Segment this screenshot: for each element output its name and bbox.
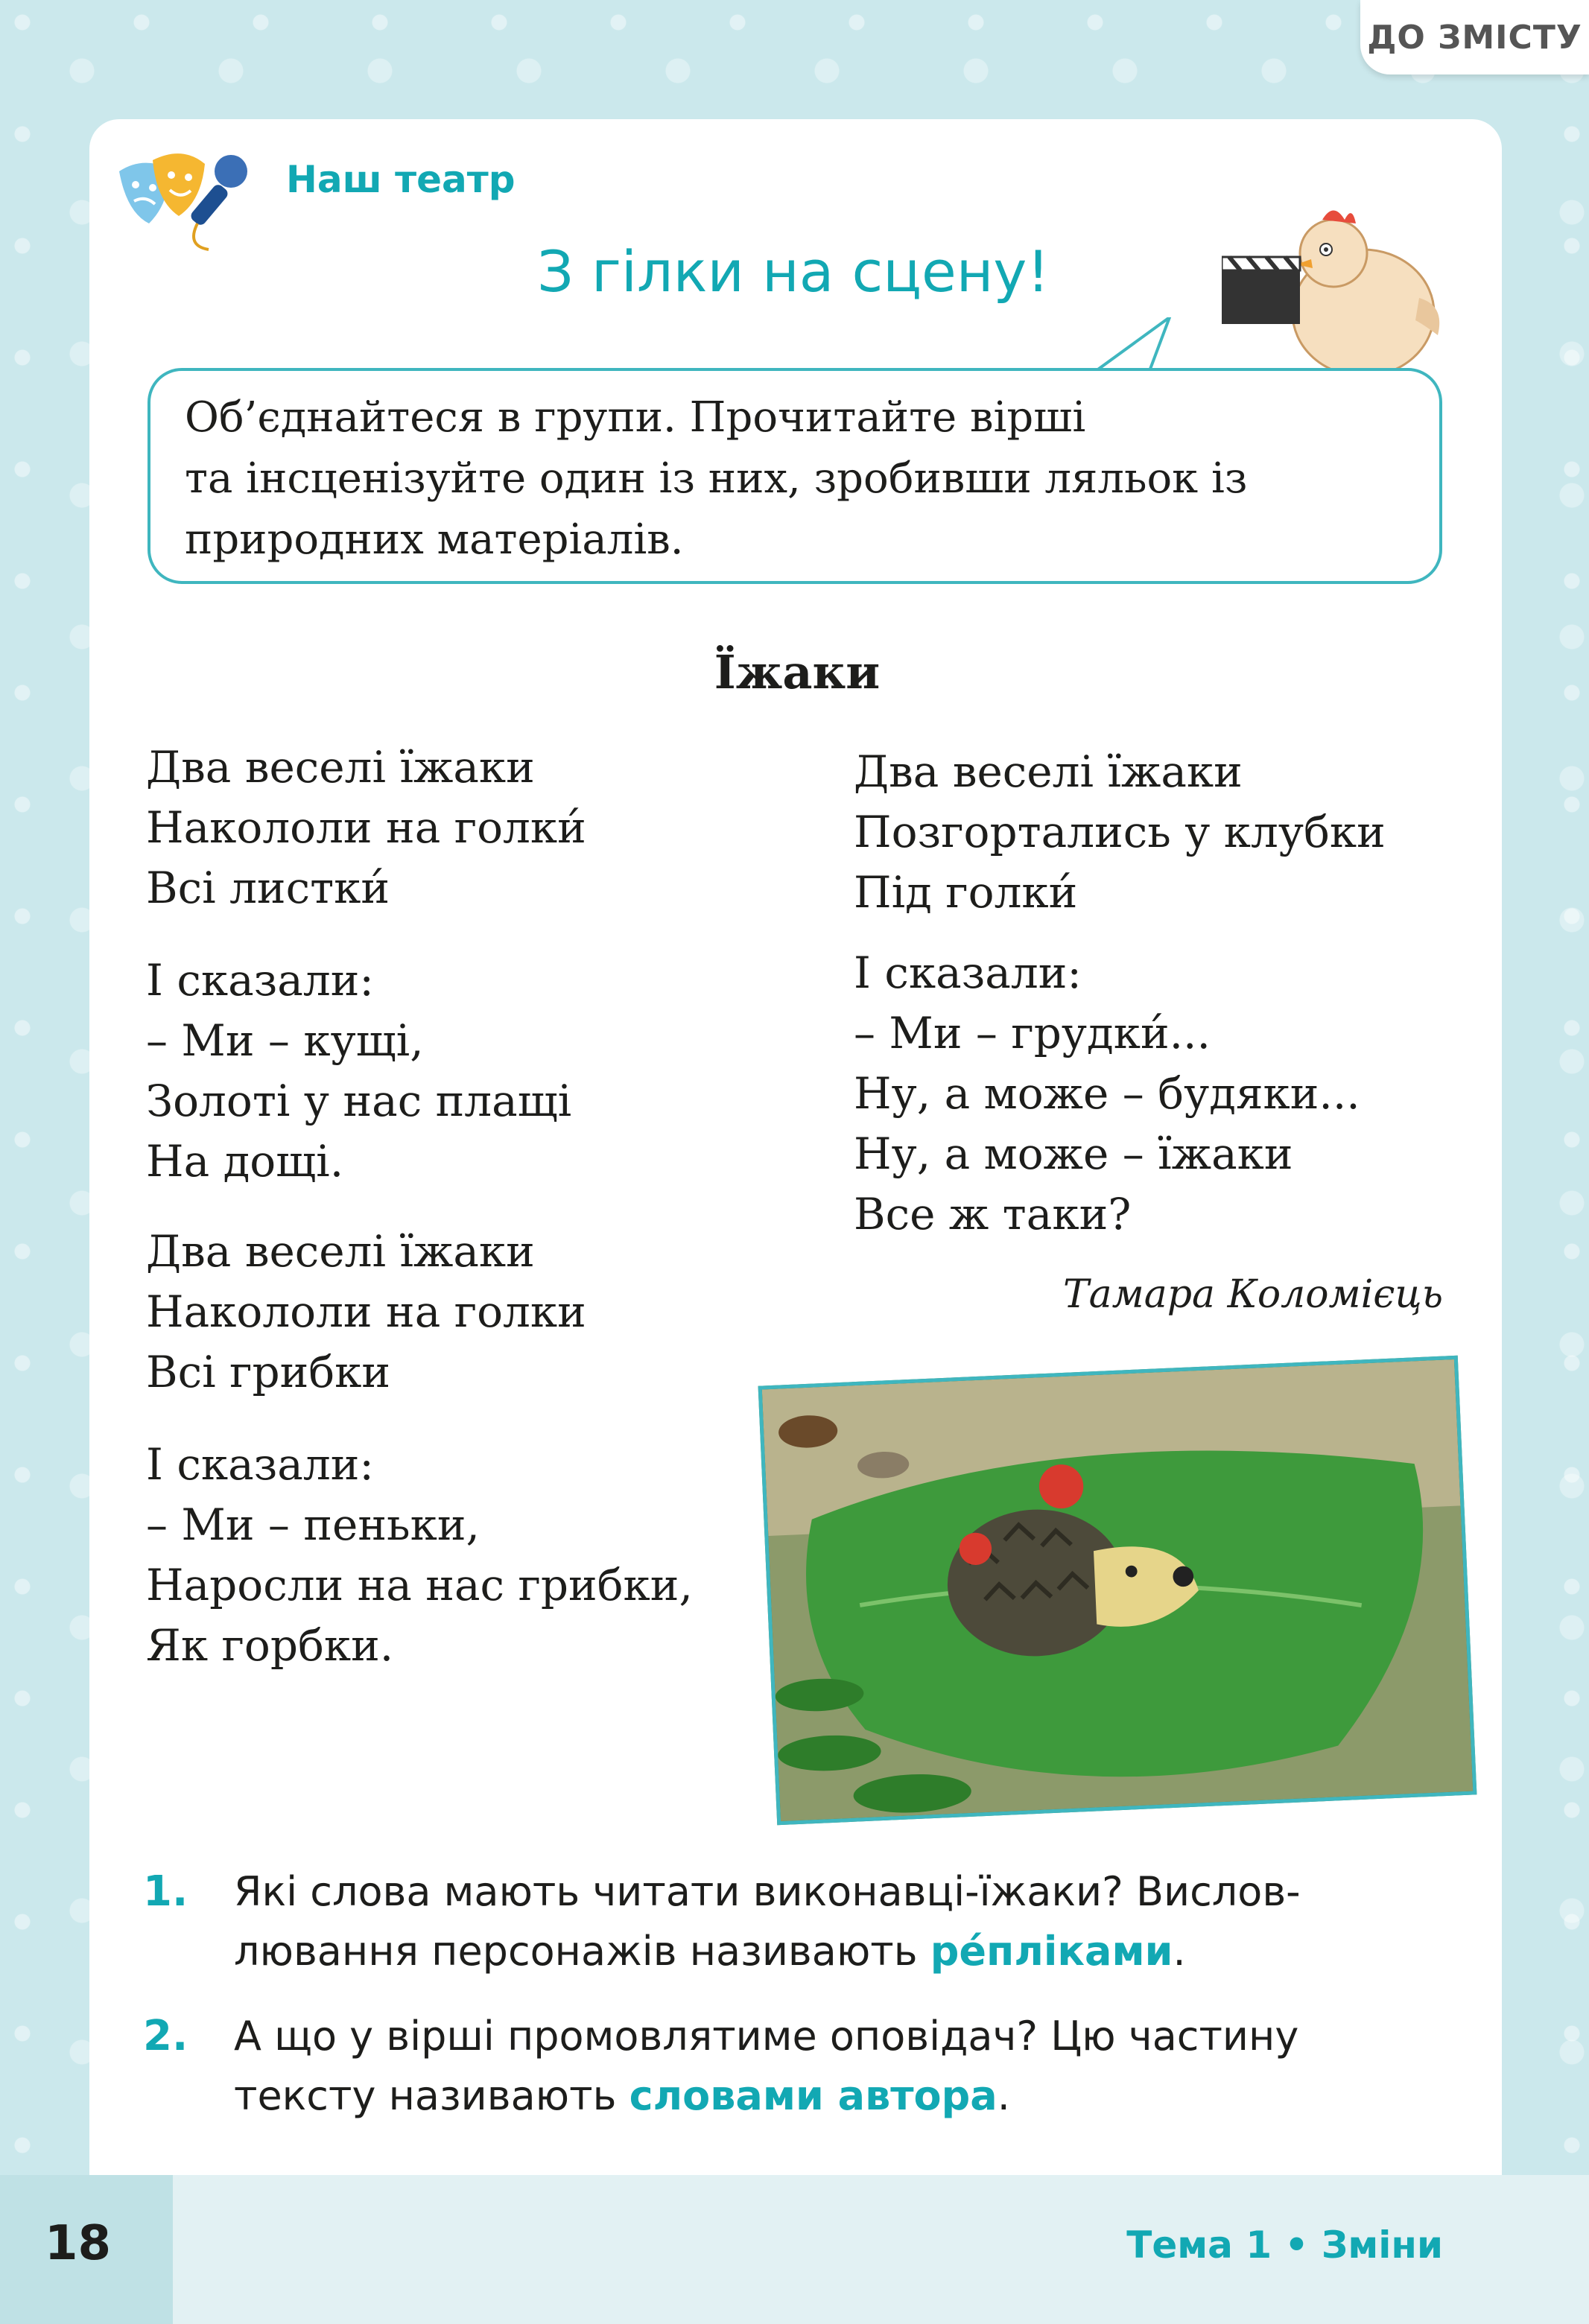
poem-line: І сказали: <box>854 947 1082 998</box>
question-line <box>234 1922 1469 1981</box>
poem-stanza <box>146 950 571 1192</box>
topic-label: Тема 1 • Зміни <box>1126 2223 1443 2267</box>
question-text: . <box>1173 1928 1186 1975</box>
page-title: З гілки на сцену! <box>537 238 1050 305</box>
question-text: лювання персонажів називають <box>234 1928 930 1975</box>
poem-title: Їжаки <box>714 645 881 699</box>
poem-stanza <box>146 737 586 918</box>
question-line: Які слова мають читати виконавці-їжаки? Вислов- <box>234 1868 1301 1915</box>
poem-line: Всі листки́ <box>146 863 390 913</box>
question-text: . <box>997 2072 1010 2119</box>
poem-line: Позгортались у клубки <box>854 807 1386 857</box>
poem-line: Два веселі їжаки <box>146 742 535 793</box>
poem-stanza <box>854 742 1386 923</box>
poem-line: Як горбки. <box>146 1620 394 1671</box>
toc-label: ДО ЗМІСТУ <box>1367 18 1582 57</box>
theatre-masks-microphone-icon <box>112 142 261 253</box>
poem-line: І сказали: <box>146 955 374 1006</box>
poem-line: Два веселі їжаки <box>854 746 1243 797</box>
question-line <box>234 2066 1469 2126</box>
poem-line: Ну, а може – будяки... <box>854 1068 1360 1119</box>
key-term: словами автора <box>629 2072 998 2119</box>
poem-line: Золоті у нас плащі <box>146 1076 572 1126</box>
poem-line: Накололи на голки́ <box>146 802 586 853</box>
page-number: 18 <box>45 2216 112 2271</box>
hedgehog-craft-photo <box>758 1356 1477 1825</box>
poem-line: Наросли на нас грибки, <box>146 1560 693 1610</box>
poem-stanza <box>854 943 1360 1245</box>
poem-line: – Ми – пеньки, <box>146 1499 480 1550</box>
question-1 <box>143 1862 1469 1981</box>
poem-line: – Ми – кущі, <box>146 1015 424 1066</box>
instruction-line: Об’єднайтеся в групи. Прочитайте вірші <box>185 393 1086 442</box>
question-2 <box>143 2007 1469 2126</box>
poem-line: Всі грибки <box>146 1347 391 1397</box>
table-of-contents-button[interactable] <box>1360 0 1589 74</box>
question-number: 1. <box>143 1867 188 1916</box>
poem-stanza <box>146 1435 693 1676</box>
question-line: А що у вірші промовлятиме оповідач? Цю частину <box>234 2013 1299 2060</box>
section-label: Наш театр <box>286 158 516 201</box>
question-text: тексту називають <box>234 2072 629 2119</box>
question-number: 2. <box>143 2012 188 2060</box>
poem-line: На дощі. <box>146 1136 344 1187</box>
poem-line: Під голки́ <box>854 867 1078 918</box>
key-term: ре́пліками <box>930 1928 1173 1975</box>
poem-author: Тамара Коломієць <box>1062 1272 1443 1317</box>
instruction-line: природних матеріалів. <box>185 515 684 564</box>
instruction-text <box>185 387 1421 571</box>
poem-line: І сказали: <box>146 1439 374 1490</box>
poem-line: Все ж таки? <box>854 1189 1132 1239</box>
poem-line: Два веселі їжаки <box>146 1226 535 1277</box>
poem-line: Ну, а може – їжаки <box>854 1128 1293 1179</box>
poem-line: – Ми – грудки́... <box>854 1008 1211 1058</box>
instruction-line: та інсценізуйте один із них, зробивши ляльок із <box>185 454 1248 503</box>
poem-stanza <box>146 1222 586 1403</box>
poem-line: Накололи на голки <box>146 1286 586 1337</box>
